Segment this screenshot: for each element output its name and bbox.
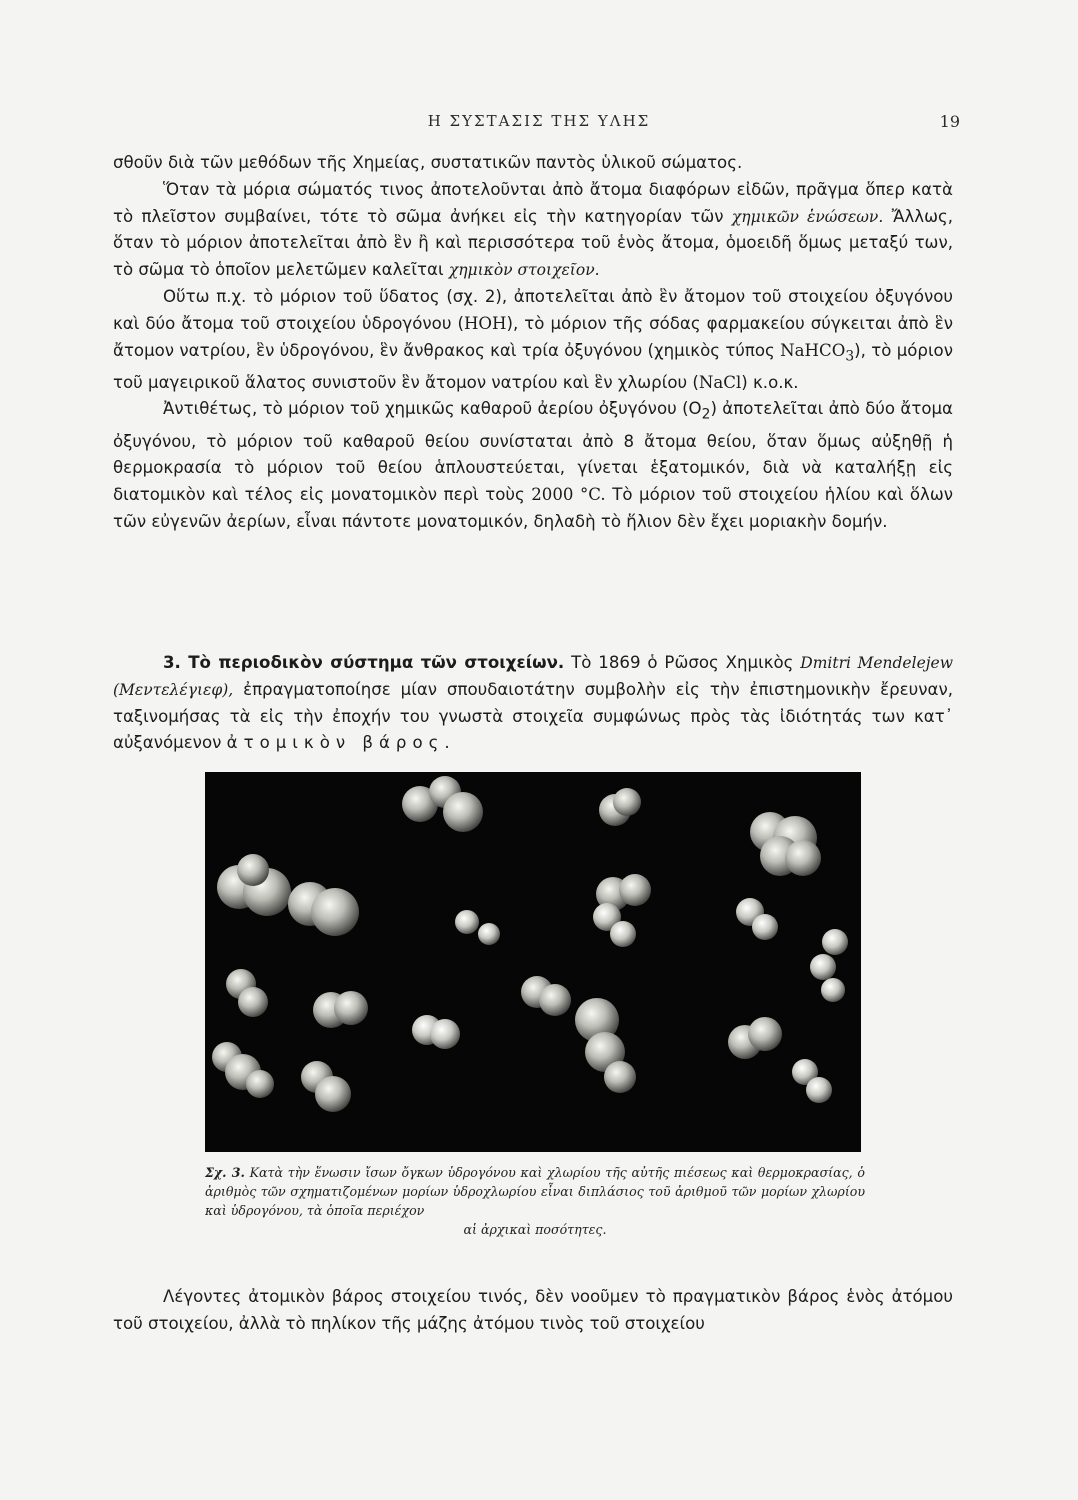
paragraph-compounds [113,177,953,284]
name-greek: (Μεντελέγιεφ), [113,680,234,699]
formula-text: NaHCO [780,340,846,360]
paragraph-text: ἐπραγματοποίησε μίαν σπουδαιοτάτην συμβολὴν εἰς τὴν ἐπιστημονικὴν ἔρευναν, ταξινομήσας τὰ εἰς τὴν ἐποχήν του γνωστὰ στοιχεῖα συμφώνως πρὸς τὰς ἰδιότητάς των κατ᾽ αὐξανόμενον [113,679,953,753]
paragraph-text: ), τὸ μόριον τοῦ μαγειρικοῦ ἅλατος συνιστοῦν ἓν ἄτομον νατρίου καὶ ἓν χλωρίου ( [113,340,953,392]
formula-subscript: 3 [845,347,855,364]
term-chemical-element: χημικὸν στοιχεῖον. [448,261,600,280]
paragraph-continuation: σθοῦν διὰ τῶν μεθόδων τῆς Χημείας, συστατικῶν παντὸς ὑλικοῦ σώματος. [113,153,743,172]
formula-water: HOH [463,313,507,333]
paragraph-atomic-weight: Λέγοντες ἀτομικὸν βάρος στοιχείου τινός, δὲν νοοῦμεν τὸ πραγματικὸν βάρος ἑνὸς ἀτόμου τοῦ στοιχείου, ἀλλὰ τὸ πηλίκον τῆς μάζης ἀτόμου τινὸς τοῦ στοιχείου [113,1287,953,1333]
molecule-group-12 [313,991,368,1028]
running-title: Η ΣΥΣΤΑΣΙΣ ΤΗΣ ΥΛΗΣ [427,112,651,130]
paragraph-text: Τὸ μόριον τοῦ στοιχείου ἡλίου καὶ ὅλων τῶν εὐγενῶν ἀερίων, εἶναι πάντοτε μονατομικόν, δηλαδὴ τὸ ἥλιον δὲν ἔχει μοριακὴν δομήν. [113,485,954,531]
figure-caption [205,1163,865,1239]
spaced-term: ἀτομικὸν βάρος. [226,733,456,753]
caption-label: Σχ. 3. [205,1165,245,1180]
paragraph-text: Ὅταν τὰ μόρια σώματός τινος ἀποτελοῦνται ἀπὸ ἄτομα διαφόρων εἰδῶν, πρᾶγμα ὅπερ κατὰ τὸ πλεῖστον συμβαίνει, τότε τὸ σῶμα ἀνήκει εἰς τὴν κατηγορίαν τῶν [113,179,953,226]
text-block-lower [113,1284,953,1338]
name-latin: Dmitri Mendelejew [800,654,953,672]
paragraph-text: Ἀντιθέτως, τὸ μόριον τοῦ χημικῶς καθαροῦ ἀερίου ὀξυγόνου (O [163,399,702,419]
paragraph-text: Οὕτω π.χ. τὸ μόριον τοῦ ὕδατος (σχ. 2), ἀποτελεῖται ἀπὸ ἓν ἄτομον τοῦ στοιχείου ὀξυγόνου καὶ δύο ἄτομα τοῦ στοιχείου ὑδρογόνου ( [113,286,953,333]
paragraph-examples [113,284,953,397]
paragraph-text: ), τὸ μόριον τῆς σόδας φαρμακείου σύγκειται ἀπὸ ἓν ἄτομον νατρίου, ἓν ὑδρογόνου, ἓν ἄνθρακος καὶ τρία ὀξυγόνου (χημικὸς τύπος [113,313,953,360]
caption-body [205,1163,865,1220]
paragraph-text: Τὸ 1869 ὁ Ρῶσος Χημικὸς [571,653,794,672]
section-paragraph [113,650,953,757]
paragraph-text: ) ἀποτελεῖται ἀπὸ δύο ἄτομα ὀξυγόνου, τὸ μόριον τοῦ καθαροῦ θείου συνίσταται ἀπὸ 8 ἄτομα θείου, ὅταν ὅμως αὐξηθῇ ἡ θερμοκρασία τὸ μόριον τοῦ θείου ἁπλουστεύεται, γίνεται ἑξατομικόν, διὰ νὰ καταλήξῃ εἰς διατομικὸν καὶ τέλος εἰς μονατομικὸν περὶ τοὺς [113,399,953,505]
section-periodic-system [113,650,953,757]
term-chemical-compounds: χημικῶν ἑνώσεων. [731,207,884,226]
caption-last-line: αἱ ἀρχικαὶ ποσότητες. [463,1222,607,1237]
paragraph-text: ) κ.ο.κ. [741,372,799,392]
page-number: 19 [939,112,960,131]
molecules-image [205,772,861,1152]
paragraph-oxygen-sulfur [113,396,953,535]
text-block-upper [113,150,953,536]
molecules-photograph [205,772,861,1152]
section-heading: 3. Τὸ περιοδικὸν σύστημα τῶν στοιχείων. [163,653,565,672]
caption-text: Κατὰ τὴν ἕνωσιν ἴσων ὄγκων ὑδρογόνου καὶ χλωρίου τῆς αὐτῆς πιέσεως καὶ θερμοκρασίας, ὁ ἀριθμὸς τῶν σχηματιζομένων μορίων ὑδροχλωρίου εἶναι διπλάσιος τοῦ ἀριθμοῦ τῶν μορίων χλωρίου καὶ ὑδρογόνου, τὰ ὁποῖα περιέχον [205,1165,865,1218]
formula-salt: NaCl [698,372,742,392]
paragraph-text: Ἄλλως, ὅταν τὸ μόριον ἀποτελεῖται ἀπὸ ἓν ἢ καὶ περισσότερα τοῦ ἑνὸς ἄτομα, ὁμοειδῆ ὅμως μεταξύ των, τὸ σῶμα τὸ ὁποῖον μελετῶμεν καλεῖται [113,206,953,280]
formula-baking-soda [780,340,855,364]
temperature-value: 2000 °C. [531,485,606,505]
formula-subscript: 2 [701,406,711,423]
